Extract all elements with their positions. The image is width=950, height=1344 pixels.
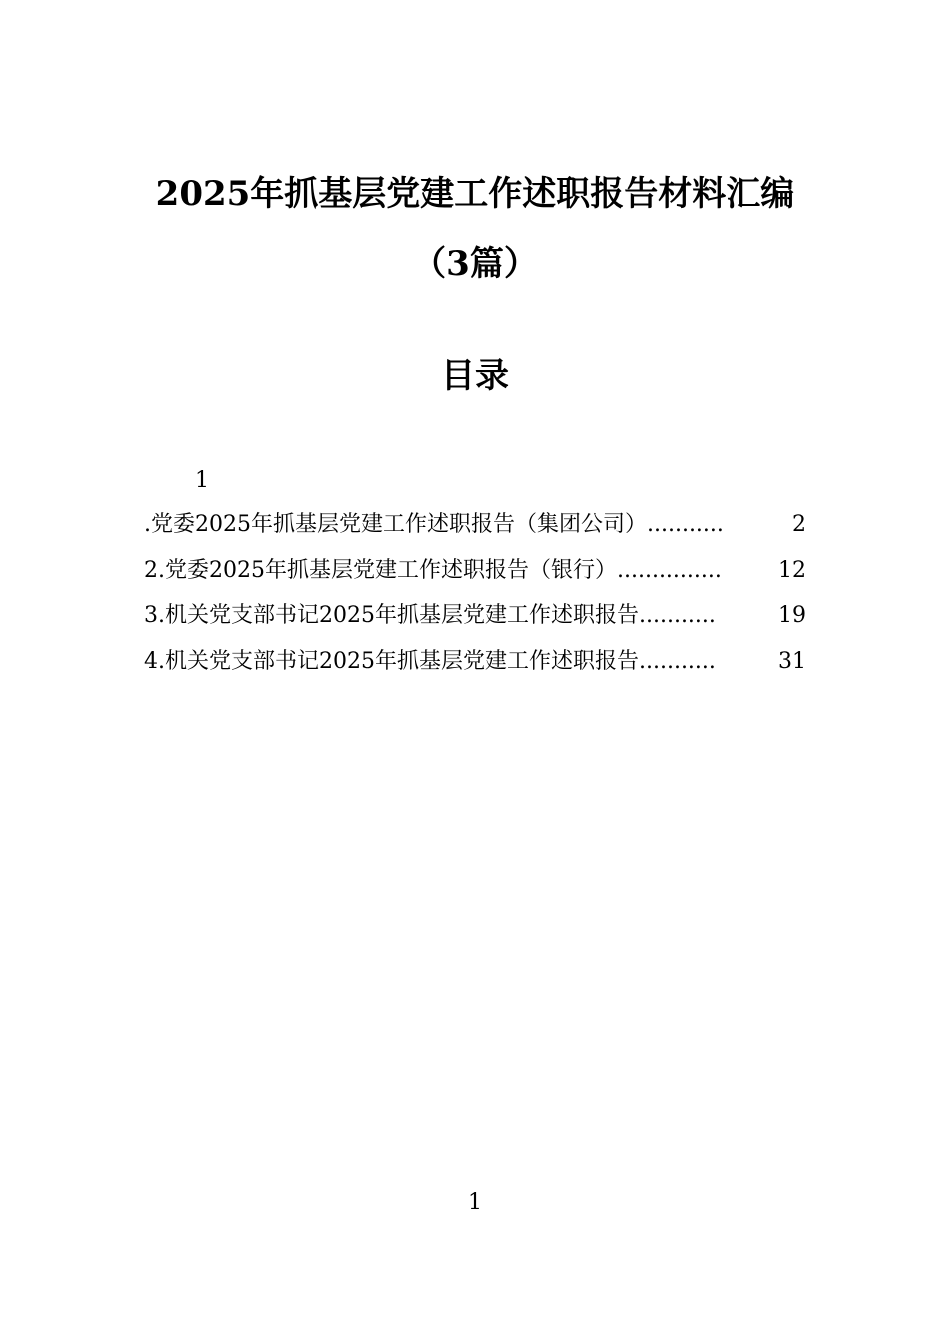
toc-entry-page: 31 — [778, 648, 806, 674]
toc-entry-leader: ........... — [646, 512, 724, 537]
toc-entry-leader: ........... — [638, 648, 716, 674]
toc-heading: 目录 — [441, 356, 509, 396]
toc-entry-title: 3.机关党支部书记2025年抓基层党建工作述职报告 — [144, 603, 639, 628]
toc-entry[interactable] — [144, 647, 806, 693]
toc-entry[interactable] — [144, 556, 806, 602]
toc-entry-page: 2 — [792, 512, 806, 537]
page-number: 1 — [468, 1190, 482, 1215]
toc-entry-number: 1 — [195, 468, 209, 493]
toc-entry[interactable] — [144, 510, 806, 556]
toc-entry-title: 4.机关党支部书记2025年抓基层党建工作述职报告 — [144, 648, 639, 674]
toc-entry[interactable] — [144, 601, 806, 647]
table-of-contents — [144, 510, 806, 692]
toc-entry-leader: ............... — [616, 557, 722, 583]
toc-entry-page: 12 — [778, 557, 806, 583]
document-subtitle: （3篇） — [412, 244, 538, 284]
toc-entry-title: .党委2025年抓基层党建工作述职报告（集团公司） — [144, 512, 647, 537]
toc-entry-leader: ........... — [638, 603, 716, 628]
document-title: 2025年抓基层党建工作述职报告材料汇编 — [155, 174, 795, 214]
toc-entry-title: 2.党委2025年抓基层党建工作述职报告（银行） — [144, 557, 617, 583]
toc-entry-page: 19 — [778, 603, 806, 628]
